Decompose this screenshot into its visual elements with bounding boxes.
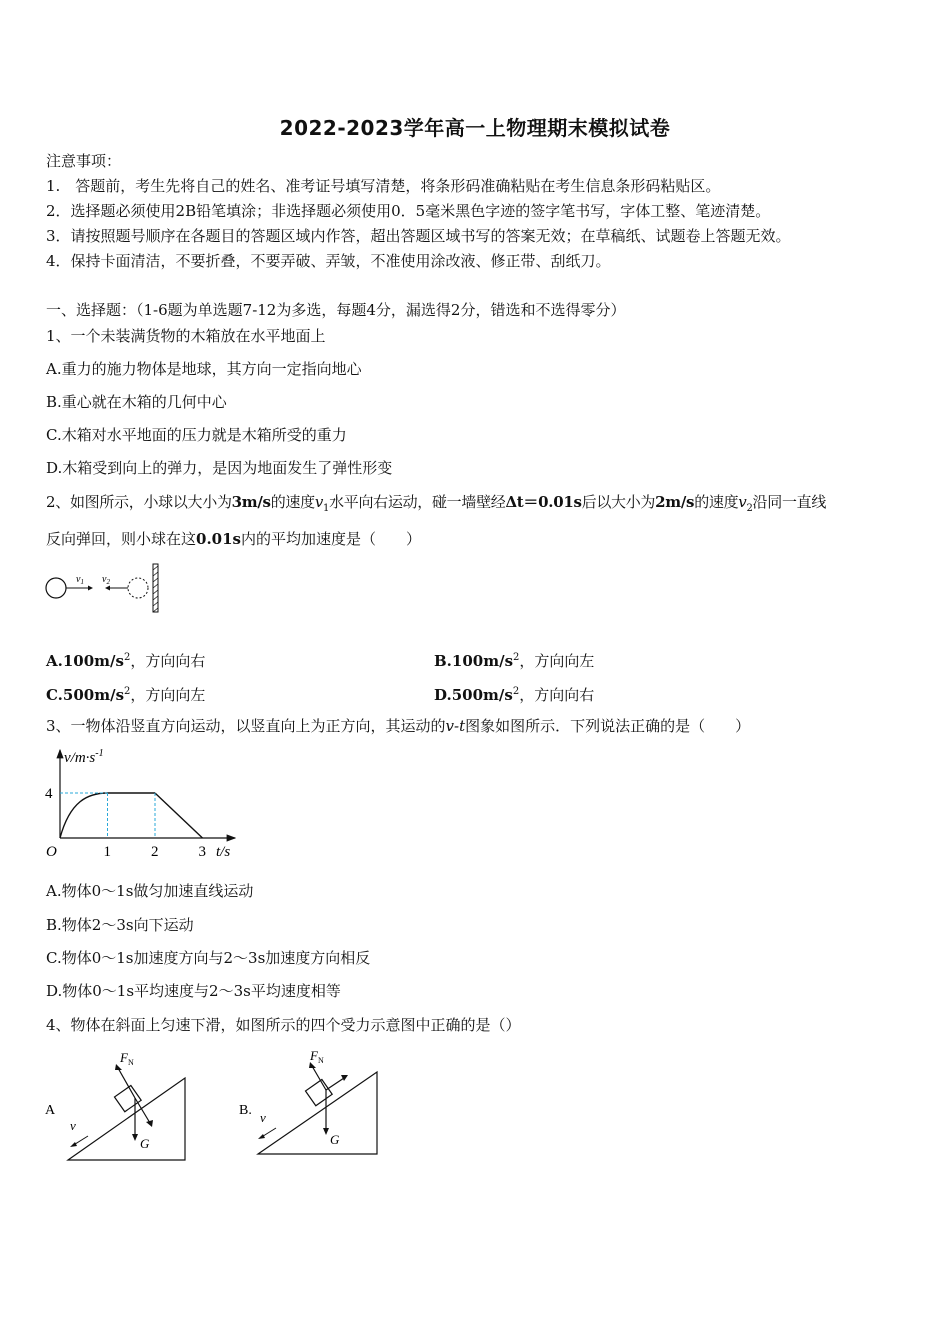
block-b bbox=[305, 1080, 332, 1106]
origin-label: O bbox=[46, 844, 57, 860]
notice-heading: 注意事项： bbox=[46, 152, 122, 170]
q1-option-a: A.重力的施力物体是地球，其方向一定指向地心 bbox=[46, 360, 362, 378]
friction-arrowhead-b bbox=[341, 1075, 348, 1081]
page-title: 2022-2023学年高一上物理期末模拟试卷 bbox=[279, 116, 671, 140]
v1-arrowhead bbox=[88, 586, 93, 591]
fig-a-label: A bbox=[45, 1103, 56, 1118]
q3-option-b: B.物体2～3s向下运动 bbox=[46, 916, 194, 934]
v-arrowhead-a bbox=[70, 1142, 77, 1147]
vt-decline-segment bbox=[155, 793, 203, 838]
x-tick-2: 2 bbox=[151, 844, 159, 860]
section-heading: 一、选择题：（1-6题为单选题7-12为多选，每题4分，漏选得2分，错选和不选得零分） bbox=[46, 301, 626, 319]
fig-v2-label: $v_2$ bbox=[102, 574, 110, 586]
q2-option-a: $A.100m/s^2$，方向向右 bbox=[46, 652, 206, 670]
x-tick-1: 1 bbox=[103, 844, 111, 860]
fn-label-b: $F_N$ bbox=[310, 1048, 324, 1065]
v2-arrowhead bbox=[105, 586, 110, 591]
v-label-b: v bbox=[260, 1110, 266, 1125]
q2-stem-line2: 反向弹回，则小球在这0.01s内的平均加速度是（ ） bbox=[46, 530, 422, 548]
ball bbox=[46, 578, 66, 598]
y-axis-label: $v/m\cdot s^{-1}$ bbox=[64, 748, 104, 766]
q2-option-d: $D.500m/s^2$，方向向右 bbox=[434, 686, 595, 704]
q4-figure-b bbox=[234, 1042, 394, 1158]
extra-force-arrowhead-a bbox=[146, 1120, 153, 1127]
q1-option-b: B.重心就在木箱的几何中心 bbox=[46, 393, 227, 411]
g-label-b: G bbox=[330, 1132, 340, 1147]
q1-stem: 1、一个未装满货物的木箱放在水平地面上 bbox=[46, 327, 326, 345]
fn-label-a: $F_N$ bbox=[120, 1050, 134, 1067]
q3-option-d: D.物体0～1s平均速度与2～3s平均速度相等 bbox=[46, 982, 341, 1000]
fig-b-label: B. bbox=[239, 1103, 252, 1118]
x-axis-label: t/s bbox=[216, 844, 231, 860]
v-label-a: v bbox=[70, 1118, 76, 1133]
block-a bbox=[114, 1086, 141, 1112]
q2-option-b: $B.100m/s^2$，方向向左 bbox=[434, 652, 595, 670]
g-arrowhead-a bbox=[132, 1134, 138, 1141]
notice-item-2: 2．选择题必须使用2B铅笔填涂；非选择题必须使用0．5毫米黑色字迹的签字笔书写，字体工整、笔迹清楚。 bbox=[46, 202, 771, 220]
vt-curve bbox=[60, 793, 108, 838]
q1-option-d: D.木箱受到向上的弹力，是因为地面发生了弹性形变 bbox=[46, 459, 393, 477]
y-tick-4: 4 bbox=[45, 786, 53, 802]
fig-v1-label: $v_1$ bbox=[76, 574, 84, 586]
q2-stem-line1: 2、如图所示，小球以大小为3m/s的速度$v_1$水平向右运动，碰一墙壁经Δt＝0.01s后以大小为2m/s的速度$v_2$沿同一直线 bbox=[46, 493, 827, 514]
q2-option-c: $C.500m/s^2$，方向向左 bbox=[46, 686, 206, 704]
notice-item-1: 1. 答题前，考生先将自己的姓名、准考证号填写清楚，将条形码准确粘贴在考生信息条形码粘贴区。 bbox=[46, 177, 721, 195]
q3-stem: 3、一物体沿竖直方向运动，以竖直向上为正方向，其运动的v-t图象如图所示．下列说法正确的是（ ） bbox=[46, 717, 751, 735]
g-label-a: G bbox=[140, 1136, 150, 1151]
q2-ball-wall-figure bbox=[40, 562, 170, 616]
extra-force-a bbox=[135, 1098, 150, 1123]
q3-option-a: A.物体0～1s做匀加速直线运动 bbox=[46, 882, 254, 900]
v-arrowhead-b bbox=[258, 1134, 265, 1139]
wall bbox=[153, 564, 158, 612]
notice-item-3: 3．请按照题号顺序在各题目的答题区域内作答，超出答题区域书写的答案无效；在草稿纸、试题卷上答题无效。 bbox=[46, 227, 791, 245]
q1-option-c: C.木箱对水平地面的压力就是木箱所受的重力 bbox=[46, 426, 347, 444]
g-arrowhead-b bbox=[323, 1128, 329, 1135]
ball-dashed bbox=[128, 578, 148, 598]
q3-vt-chart bbox=[40, 742, 250, 864]
notice-item-4: 4．保持卡面清洁，不要折叠，不要弄破、弄皱，不准使用涂改液、修正带、刮纸刀。 bbox=[46, 252, 611, 270]
x-tick-3: 3 bbox=[198, 844, 206, 860]
q3-option-c: C.物体0～1s加速度方向与2～3s加速度方向相反 bbox=[46, 949, 371, 967]
friction-arrow-b bbox=[326, 1078, 344, 1090]
q4-stem: 4、物体在斜面上匀速下滑，如图所示的四个受力示意图中正确的是（） bbox=[46, 1016, 521, 1034]
q4-figure-a bbox=[40, 1048, 200, 1164]
